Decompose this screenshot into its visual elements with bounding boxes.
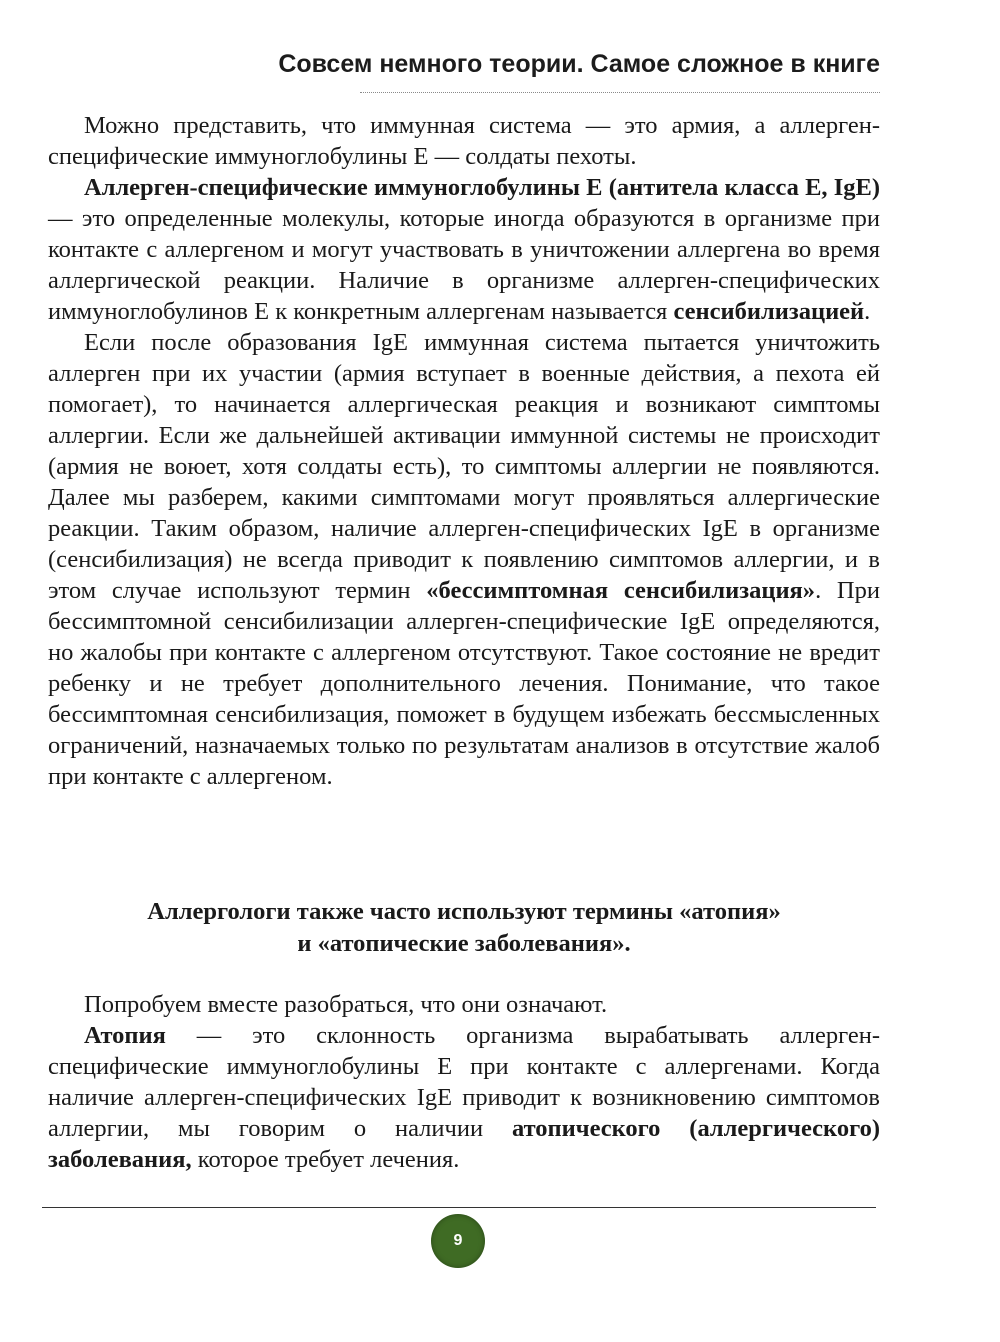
section-heading bbox=[48, 896, 880, 960]
bold-term: сенсибилизацией bbox=[673, 298, 865, 325]
page-number-badge bbox=[431, 1214, 485, 1268]
text-run: — это определенные молекулы, которые иногда образуются в организме при контакте с аллергеном и могут участвовать в уничтожении аллергена во время аллергической реакции. Наличие в организме аллерген-специфических иммуноглобулинов Е к конкретным аллергенам называется bbox=[48, 205, 880, 325]
footer-divider bbox=[42, 1207, 876, 1208]
header-divider bbox=[360, 92, 880, 93]
bold-term: Аллерген-специфические иммуноглобулины Е (антитела класса Е, IgE) bbox=[84, 174, 880, 201]
text-block-intro bbox=[48, 110, 880, 792]
paragraph-atopy-definition bbox=[48, 1020, 880, 1175]
paragraph-asymptomatic-sensitization bbox=[48, 327, 880, 792]
bold-term: атопического (аллергического) заболевания, bbox=[48, 1115, 880, 1173]
bold-term: «бессимптомная сенсибилизация» bbox=[426, 577, 816, 604]
text-run: Если после образования IgE иммунная система пытается уничтожить аллерген при их участии (армия вступает в военные действия, а пехота ей помогает), то начинается аллергическая реакция и возникают симптомы аллергии. Если же дальнейшей активации иммунной системы не происходит (армия не воюет, хотя солдаты есть), то симптомы аллергии не появляются. Далее мы разберем, какими симптомами могут проявляться аллергические реакции. Таким образом, наличие аллерген-специфических IgE в организме (сенсибилизация) не всегда приводит к появлению симптомов аллергии, и в этом случае используют термин bbox=[48, 329, 880, 604]
text-block-atopy bbox=[48, 989, 880, 1175]
text-run: . bbox=[864, 298, 871, 325]
text-run: — это склонность организма вырабатывать аллерген-специфические иммуноглобулины Е при контакте с аллергенами. Когда наличие аллерген-специфических IgE приводит к возникновению симптомов аллергии, мы говорим о наличии bbox=[48, 1022, 880, 1142]
section-heading-line-2: и «атопические заболевания». bbox=[297, 930, 631, 957]
bold-term: Атопия bbox=[84, 1022, 166, 1049]
section-heading-line-1: Аллергологи также часто используют термины «атопия» bbox=[147, 898, 781, 925]
paragraph-army-analogy bbox=[48, 110, 880, 172]
page-number: 9 bbox=[453, 1232, 463, 1249]
text-run: Можно представить, что иммунная система — это армия, а аллерген-специфические иммуноглобулины Е — солдаты пехоты. bbox=[48, 112, 880, 170]
paragraph-lets-figure-out bbox=[48, 989, 880, 1020]
running-head-title: Совсем немного теории. Самое сложное в книге bbox=[278, 50, 880, 78]
text-run: Попробуем вместе разобраться, что они означают. bbox=[84, 991, 608, 1018]
text-run: . При бессимптомной сенсибилизации аллерген-специфические IgE определяются, но жалобы при контакте с аллергеном отсутствуют. Такое состояние не вредит ребенку и не требует дополнительного лечения. Понимание, что такое бессимптомная сенсибилизация, поможет в будущем избежать бессмысленных ограничений, назначаемых только по результатам анализов в отсутствие жалоб при контакте с аллергеном. bbox=[48, 577, 880, 790]
paragraph-ige-definition bbox=[48, 172, 880, 327]
text-run: которое требует лечения. bbox=[191, 1146, 460, 1173]
